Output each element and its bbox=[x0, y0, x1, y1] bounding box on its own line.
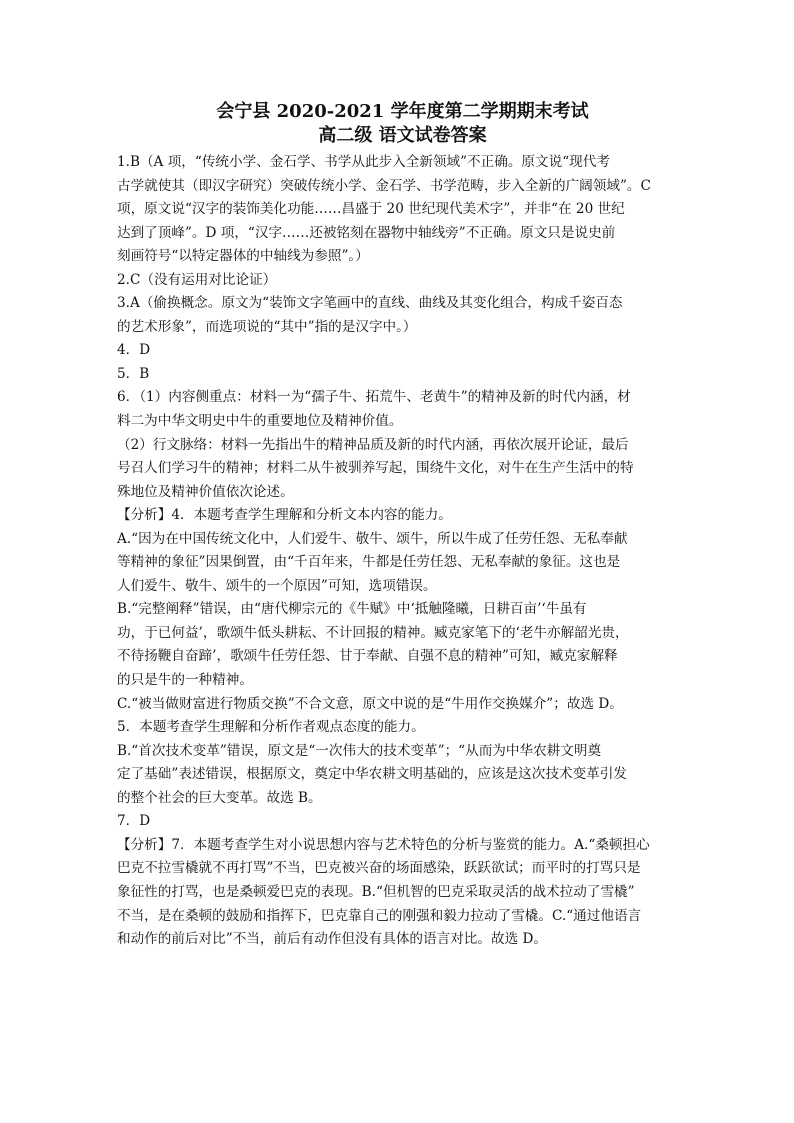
answer-sheet-page bbox=[117, 100, 680, 952]
answer-line: 巴克不拉雪橇就不再打骂”不当，巴克被兴奋的场面感染，跃跃欲试；而平时的打骂只是 bbox=[117, 860, 641, 877]
answer-line: 古学就使其（即汉字研究）突破传统小学、金石学、书学范畴，步入全新的广阔领域”。C bbox=[117, 177, 651, 194]
analysis-heading-line: 【分析】4．本题考查学生理解和分析文本内容的能力。 bbox=[117, 507, 452, 524]
answer-line: 等精神的象征”因果倒置，由“千百年来，牛都是任劳任怨、无私奉献的象征。这也是 bbox=[117, 554, 621, 571]
answer-line: C.“被当做财富进行物质交换”不合文意，原文中说的是“牛用作交换媒介”；故选 D。 bbox=[117, 695, 623, 712]
answer-line: 4．D bbox=[117, 342, 151, 359]
answer-line: 5．B bbox=[117, 365, 150, 382]
answer-line: 7．D bbox=[117, 813, 151, 830]
answer-line: （2）行文脉络：材料一先指出牛的精神品质及新的时代内涵，再依次展开论证，最后 bbox=[117, 436, 629, 453]
answer-line: 达到了顶峰”。D 项，“汉字……还被铭刻在器物中轴线旁”不正确。原文只是说史前 bbox=[117, 224, 616, 241]
exam-title: 会宁县 2020-2021 学年度第二学期期末考试 bbox=[216, 101, 589, 122]
answer-line: 项，原文说“汉字的装饰美化功能……昌盛于 20 世纪现代美术字”，并非“在 20 世纪 bbox=[117, 201, 625, 218]
answer-line: B.“首次技术变革”错误，原文是“一次伟大的技术变革”；“从而为中华农耕文明奠 bbox=[117, 742, 602, 759]
answer-line: 料二为中华文明史中牛的重要地位及精神价值。 bbox=[117, 413, 403, 430]
answer-line: 殊地位及精神价值依次论述。 bbox=[117, 483, 294, 500]
analysis-heading-line: 【分析】7．本题考查学生对小说思想内容与艺术特色的分析与鉴赏的能力。A.“桑顿担心 bbox=[117, 836, 650, 853]
answer-line: B.“完整阐释”错误，由“唐代柳宗元的《牛赋》中‘抵触隆曦，日耕百亩’‘牛虽有 bbox=[117, 601, 587, 618]
answer-line: 的只是牛的一种精神。 bbox=[117, 672, 253, 689]
answer-line: 象征性的打骂，也是桑顿爱巴克的表现。B.“但机智的巴克采取灵活的战术拉动了雪橇” bbox=[117, 883, 635, 900]
answer-line: 1.B（A 项，“传统小学、金石学、书学从此步入全新领域”不正确。原文说“现代考 bbox=[117, 154, 610, 170]
answer-line: 和动作的前后对比”不当，前后有动作但没有具体的语言对比。故选 D。 bbox=[117, 931, 547, 948]
answer-line: 人们爱牛、敬牛、颂牛的一个原因”可知，选项错误。 bbox=[117, 577, 437, 594]
answer-line: 6．（1）内容侧重点：材料一为“孺子牛、拓荒牛、老黄牛”的精神及新的时代内涵，材 bbox=[117, 389, 631, 406]
answer-line: 不待扬鞭自奋蹄’，歌颂牛任劳任怨、甘于奉献、自强不息的精神”可知，臧克家解释 bbox=[117, 648, 618, 665]
answer-line: 2.C（没有运用对比论证） bbox=[117, 271, 277, 288]
answer-line: 号召人们学习牛的精神；材料二从牛被驯养写起，围绕牛文化，对牛在生产生活中的特 bbox=[117, 460, 634, 477]
answer-line: 功，于已何益’，歌颂牛低头耕耘、不计回报的精神。臧克家笔下的‘老牛亦解韶光贵， bbox=[117, 624, 629, 641]
answer-line: 不当，是在桑顿的鼓励和指挥下，巴克靠自己的刚强和毅力拉动了雪橇。C.“通过他语言 bbox=[117, 907, 642, 924]
answer-line: A.“因为在中国传统文化中，人们爱牛、敬牛、颂牛，所以牛成了任劳任怨、无私奉献 bbox=[117, 530, 628, 547]
answer-line: 刻画符号“以特定器体的中轴线为参照”。） bbox=[117, 248, 369, 265]
answer-line: 定了基础”表述错误，根据原文，奠定中华农耕文明基础的，应该是这次技术变革引发 bbox=[117, 766, 627, 783]
answer-line: 3.A（偷换概念。原文为“装饰文字笔画中的直线、曲线及其变化组合，构成千姿百态 bbox=[117, 295, 623, 312]
answer-line: 5．本题考查学生理解和分析作者观点态度的能力。 bbox=[117, 719, 425, 736]
answer-line: 的整个社会的巨大变革。故选 B。 bbox=[117, 789, 322, 806]
exam-subtitle: 高二级 语文试卷答案 bbox=[318, 125, 487, 146]
answer-line: 的艺术形象”，而选项说的“其中”指的是汉字中。） bbox=[117, 318, 417, 335]
